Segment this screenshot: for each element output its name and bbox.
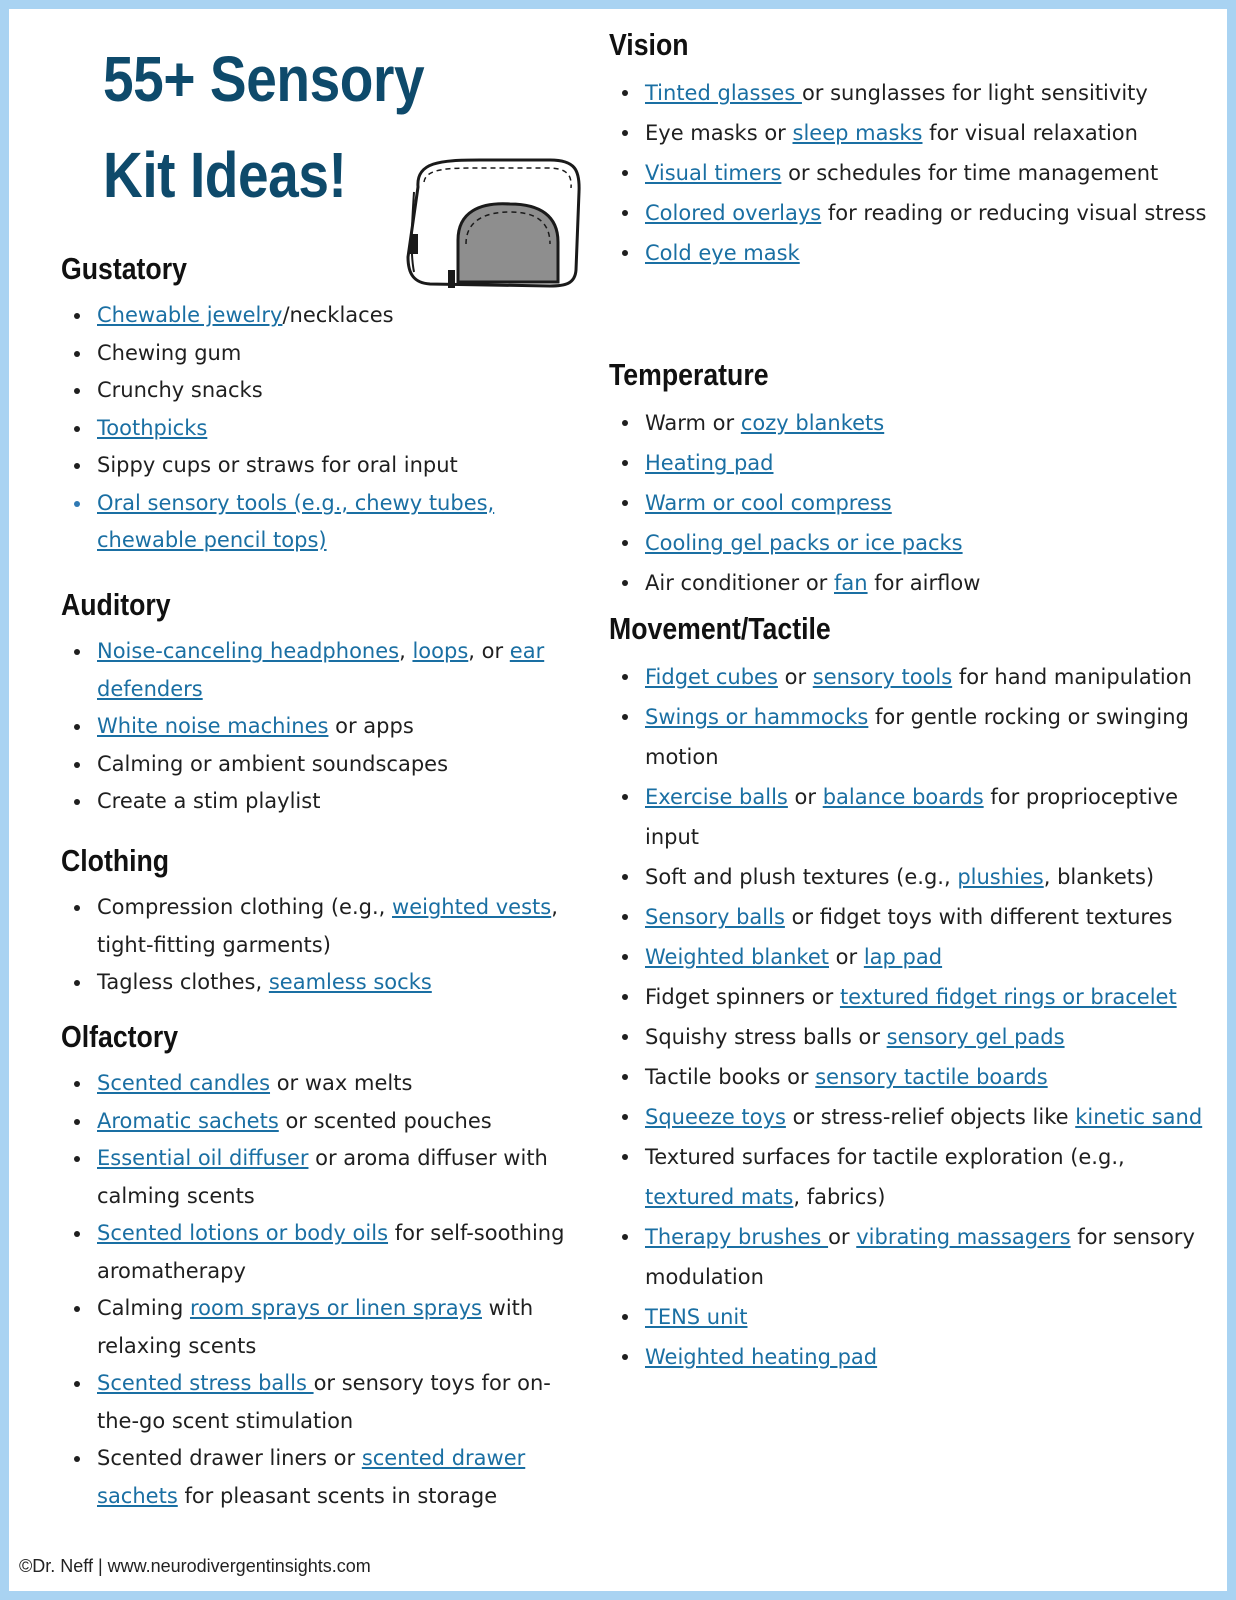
list-item	[61, 783, 581, 821]
item-text: Sippy cups or straws for oral input	[97, 453, 458, 477]
list-item	[609, 113, 1209, 153]
item-text: Warm or	[645, 411, 741, 435]
item-link[interactable]: Oral sensory tools (e.g., chewy tubes, chewable pencil tops)	[97, 490, 495, 552]
section-gustatory	[61, 251, 581, 560]
title-line-2: Kit Ideas!	[103, 139, 347, 211]
item-link[interactable]: Essential oil diffuser	[97, 1146, 309, 1170]
section-vision	[609, 27, 1209, 273]
item-text: Crunchy snacks	[97, 378, 263, 402]
page-title	[103, 31, 424, 223]
item-link[interactable]: ear defenders	[97, 639, 545, 701]
item-link[interactable]: vibrating massagers	[856, 1225, 1071, 1249]
item-link[interactable]: loops	[412, 639, 469, 663]
item-link[interactable]: cozy blankets	[740, 411, 885, 435]
item-link[interactable]: Warm or cool compress	[645, 491, 892, 515]
item-link[interactable]: Scented lotions or body oils	[97, 1221, 389, 1245]
item-text: Calming or ambient soundscapes	[97, 751, 449, 776]
item-text: for visual relaxation	[922, 121, 1138, 145]
item-text: Tactile books or	[645, 1065, 816, 1089]
section-clothing	[61, 843, 581, 1002]
item-link[interactable]: scented drawer sachets	[97, 1446, 526, 1508]
item-text: for pleasant scents in storage	[177, 1483, 498, 1508]
list-item	[61, 335, 581, 373]
bullet-list	[61, 297, 581, 560]
list-item	[609, 1337, 1209, 1377]
item-text: ,	[399, 639, 413, 663]
list-item	[61, 746, 581, 784]
item-text: or scented pouches	[278, 1108, 492, 1133]
item-link[interactable]: Squeeze toys	[645, 1105, 786, 1129]
item-link[interactable]: sensory gel pads	[886, 1025, 1065, 1049]
bullet-list	[609, 657, 1209, 1377]
item-link[interactable]: textured mats	[645, 1185, 794, 1209]
item-text: /necklaces	[282, 303, 394, 327]
item-text: Create a stim playlist	[97, 789, 321, 813]
list-item	[609, 1137, 1209, 1217]
list-item	[609, 483, 1209, 523]
item-link[interactable]: sensory tactile boards	[815, 1065, 1048, 1089]
item-link[interactable]: Cooling gel packs or ice packs	[645, 531, 963, 555]
list-item	[609, 1217, 1209, 1297]
section-heading: Clothing	[61, 843, 170, 878]
list-item	[609, 563, 1209, 603]
item-text: or apps	[328, 714, 414, 738]
bullet-list	[609, 403, 1209, 603]
list-item	[609, 657, 1209, 697]
item-link[interactable]: balance boards	[822, 785, 984, 809]
item-link[interactable]: Tinted glasses	[645, 81, 802, 105]
item-link[interactable]: Sensory balls	[645, 905, 785, 929]
item-link[interactable]: weighted vests	[392, 895, 552, 919]
title-line-1: 55+ Sensory	[103, 43, 425, 115]
item-text: Tagless clothes,	[97, 970, 269, 994]
item-text: Calming	[97, 1296, 190, 1320]
bullet-list	[609, 73, 1209, 273]
item-text: or stress-relief objects like	[785, 1105, 1076, 1129]
item-link[interactable]: Cold eye mask	[645, 241, 800, 265]
list-item	[61, 1290, 581, 1365]
list-item	[609, 1097, 1209, 1137]
item-link[interactable]: Aromatic sachets	[97, 1108, 279, 1133]
list-item	[609, 193, 1209, 233]
item-text: for hand manipulation	[952, 665, 1192, 689]
list-item	[609, 857, 1209, 897]
item-text: for sensory modulation	[645, 1225, 1195, 1289]
section-heading: Olfactory	[61, 1019, 179, 1054]
item-text: for self-soothing aromatherapy	[97, 1221, 565, 1283]
list-item	[61, 708, 581, 746]
list-item	[61, 633, 581, 708]
item-link[interactable]: Fidget cubes	[645, 665, 778, 689]
list-item	[61, 1365, 581, 1440]
item-link[interactable]: Scented stress balls	[97, 1371, 314, 1395]
item-text: , fabrics)	[793, 1185, 886, 1209]
item-link[interactable]: room sprays or linen sprays	[189, 1296, 482, 1320]
item-text: or	[787, 785, 823, 809]
item-text: for reading or reducing visual stress	[821, 201, 1207, 225]
item-link[interactable]: Toothpicks	[97, 415, 208, 440]
item-text: Air conditioner or	[645, 571, 834, 595]
section-heading: Vision	[609, 27, 689, 62]
item-text: or sunglasses for light sensitivity	[801, 81, 1148, 105]
item-text: or	[828, 1225, 857, 1249]
item-link[interactable]: plushies	[957, 865, 1044, 889]
item-link[interactable]: Visual timers	[645, 161, 782, 185]
item-link[interactable]: TENS unit	[645, 1305, 748, 1329]
item-text: Fidget spinners or	[645, 985, 840, 1009]
item-link[interactable]: sensory tools	[812, 665, 953, 689]
bullet-list	[61, 633, 581, 821]
list-item	[61, 964, 581, 1002]
section-heading: Temperature	[609, 357, 769, 392]
item-link[interactable]: Exercise balls	[645, 785, 788, 809]
list-item	[609, 1297, 1209, 1337]
bullet-list	[61, 889, 581, 1002]
list-item	[609, 777, 1209, 857]
section-heading: Movement/Tactile	[609, 611, 831, 646]
list-item	[61, 1065, 581, 1103]
list-item	[61, 1103, 581, 1141]
list-item	[609, 523, 1209, 563]
item-text: , or	[468, 639, 510, 663]
list-item	[61, 485, 581, 560]
list-item	[609, 937, 1209, 977]
list-item	[609, 233, 1209, 273]
item-text: Chewing gum	[97, 340, 242, 365]
list-item	[609, 1017, 1209, 1057]
item-text: , tight-fitting garments)	[97, 895, 558, 957]
item-text: or fidget toys with different textures	[784, 905, 1173, 929]
item-link[interactable]: kinetic sand	[1075, 1105, 1203, 1129]
item-link[interactable]: Colored overlays	[645, 201, 822, 225]
list-item	[609, 1057, 1209, 1097]
item-text: or wax melts	[270, 1071, 413, 1095]
item-text: or	[777, 665, 813, 689]
item-text: or schedules for time management	[781, 161, 1159, 185]
list-item	[609, 697, 1209, 777]
list-item	[61, 1440, 581, 1515]
list-item	[61, 297, 581, 335]
item-link[interactable]: White noise machines	[97, 714, 329, 738]
list-item	[609, 977, 1209, 1017]
item-link[interactable]: Weighted heating pad	[645, 1345, 878, 1369]
item-text: Textured surfaces for tactile exploration (e.g.,	[645, 1145, 1125, 1169]
section-olfactory	[61, 1019, 581, 1515]
item-text: Eye masks or	[645, 121, 793, 145]
item-link[interactable]: Noise-canceling headphones	[97, 639, 400, 663]
item-text: or aroma diffuser with calming scents	[97, 1146, 548, 1208]
item-link[interactable]: Therapy brushes	[645, 1225, 829, 1249]
item-text: or sensory toys for on-the-go scent stimulation	[97, 1371, 551, 1433]
item-text: for airflow	[867, 571, 981, 595]
item-text: for gentle rocking or swinging motion	[645, 705, 1189, 769]
list-item	[609, 153, 1209, 193]
bullet-list	[61, 1065, 581, 1515]
item-link[interactable]: fan	[834, 571, 868, 595]
item-text: with relaxing scents	[97, 1296, 534, 1358]
footer-credit: ©Dr. Neff | www.neurodivergentinsights.com	[19, 1556, 371, 1576]
list-item	[61, 1140, 581, 1215]
section-movement-tactile	[609, 611, 1209, 1377]
item-text: Soft and plush textures (e.g.,	[645, 865, 958, 889]
item-text: Squishy stress balls or	[645, 1025, 887, 1049]
item-link[interactable]: textured fidget rings or bracelet	[839, 985, 1177, 1009]
list-item	[61, 447, 581, 485]
section-heading: Auditory	[61, 587, 171, 622]
item-link[interactable]: lap pad	[863, 945, 943, 969]
document-page	[9, 9, 1227, 1591]
item-text: Scented drawer liners or	[97, 1446, 362, 1470]
item-text: for proprioceptive input	[645, 785, 1179, 849]
list-item	[609, 73, 1209, 113]
item-link[interactable]: seamless socks	[268, 970, 432, 994]
item-text: , blankets)	[1043, 865, 1155, 889]
list-item	[609, 443, 1209, 483]
item-link[interactable]: Weighted blanket	[645, 945, 829, 969]
item-text: or	[829, 945, 864, 969]
list-item	[61, 372, 581, 410]
section-heading: Gustatory	[61, 251, 187, 286]
list-item	[61, 410, 581, 448]
list-item	[61, 889, 581, 964]
item-link[interactable]: Swings or hammocks	[645, 705, 869, 729]
list-item	[609, 897, 1209, 937]
item-link[interactable]: Scented candles	[97, 1071, 271, 1095]
item-link[interactable]: sleep masks	[792, 121, 923, 145]
list-item	[61, 1215, 581, 1290]
section-temperature	[609, 357, 1209, 603]
section-auditory	[61, 587, 581, 821]
item-text: Compression clothing (e.g.,	[97, 895, 393, 919]
item-link[interactable]: Chewable jewelry	[97, 303, 283, 327]
list-item	[609, 403, 1209, 443]
item-link[interactable]: Heating pad	[645, 451, 774, 475]
